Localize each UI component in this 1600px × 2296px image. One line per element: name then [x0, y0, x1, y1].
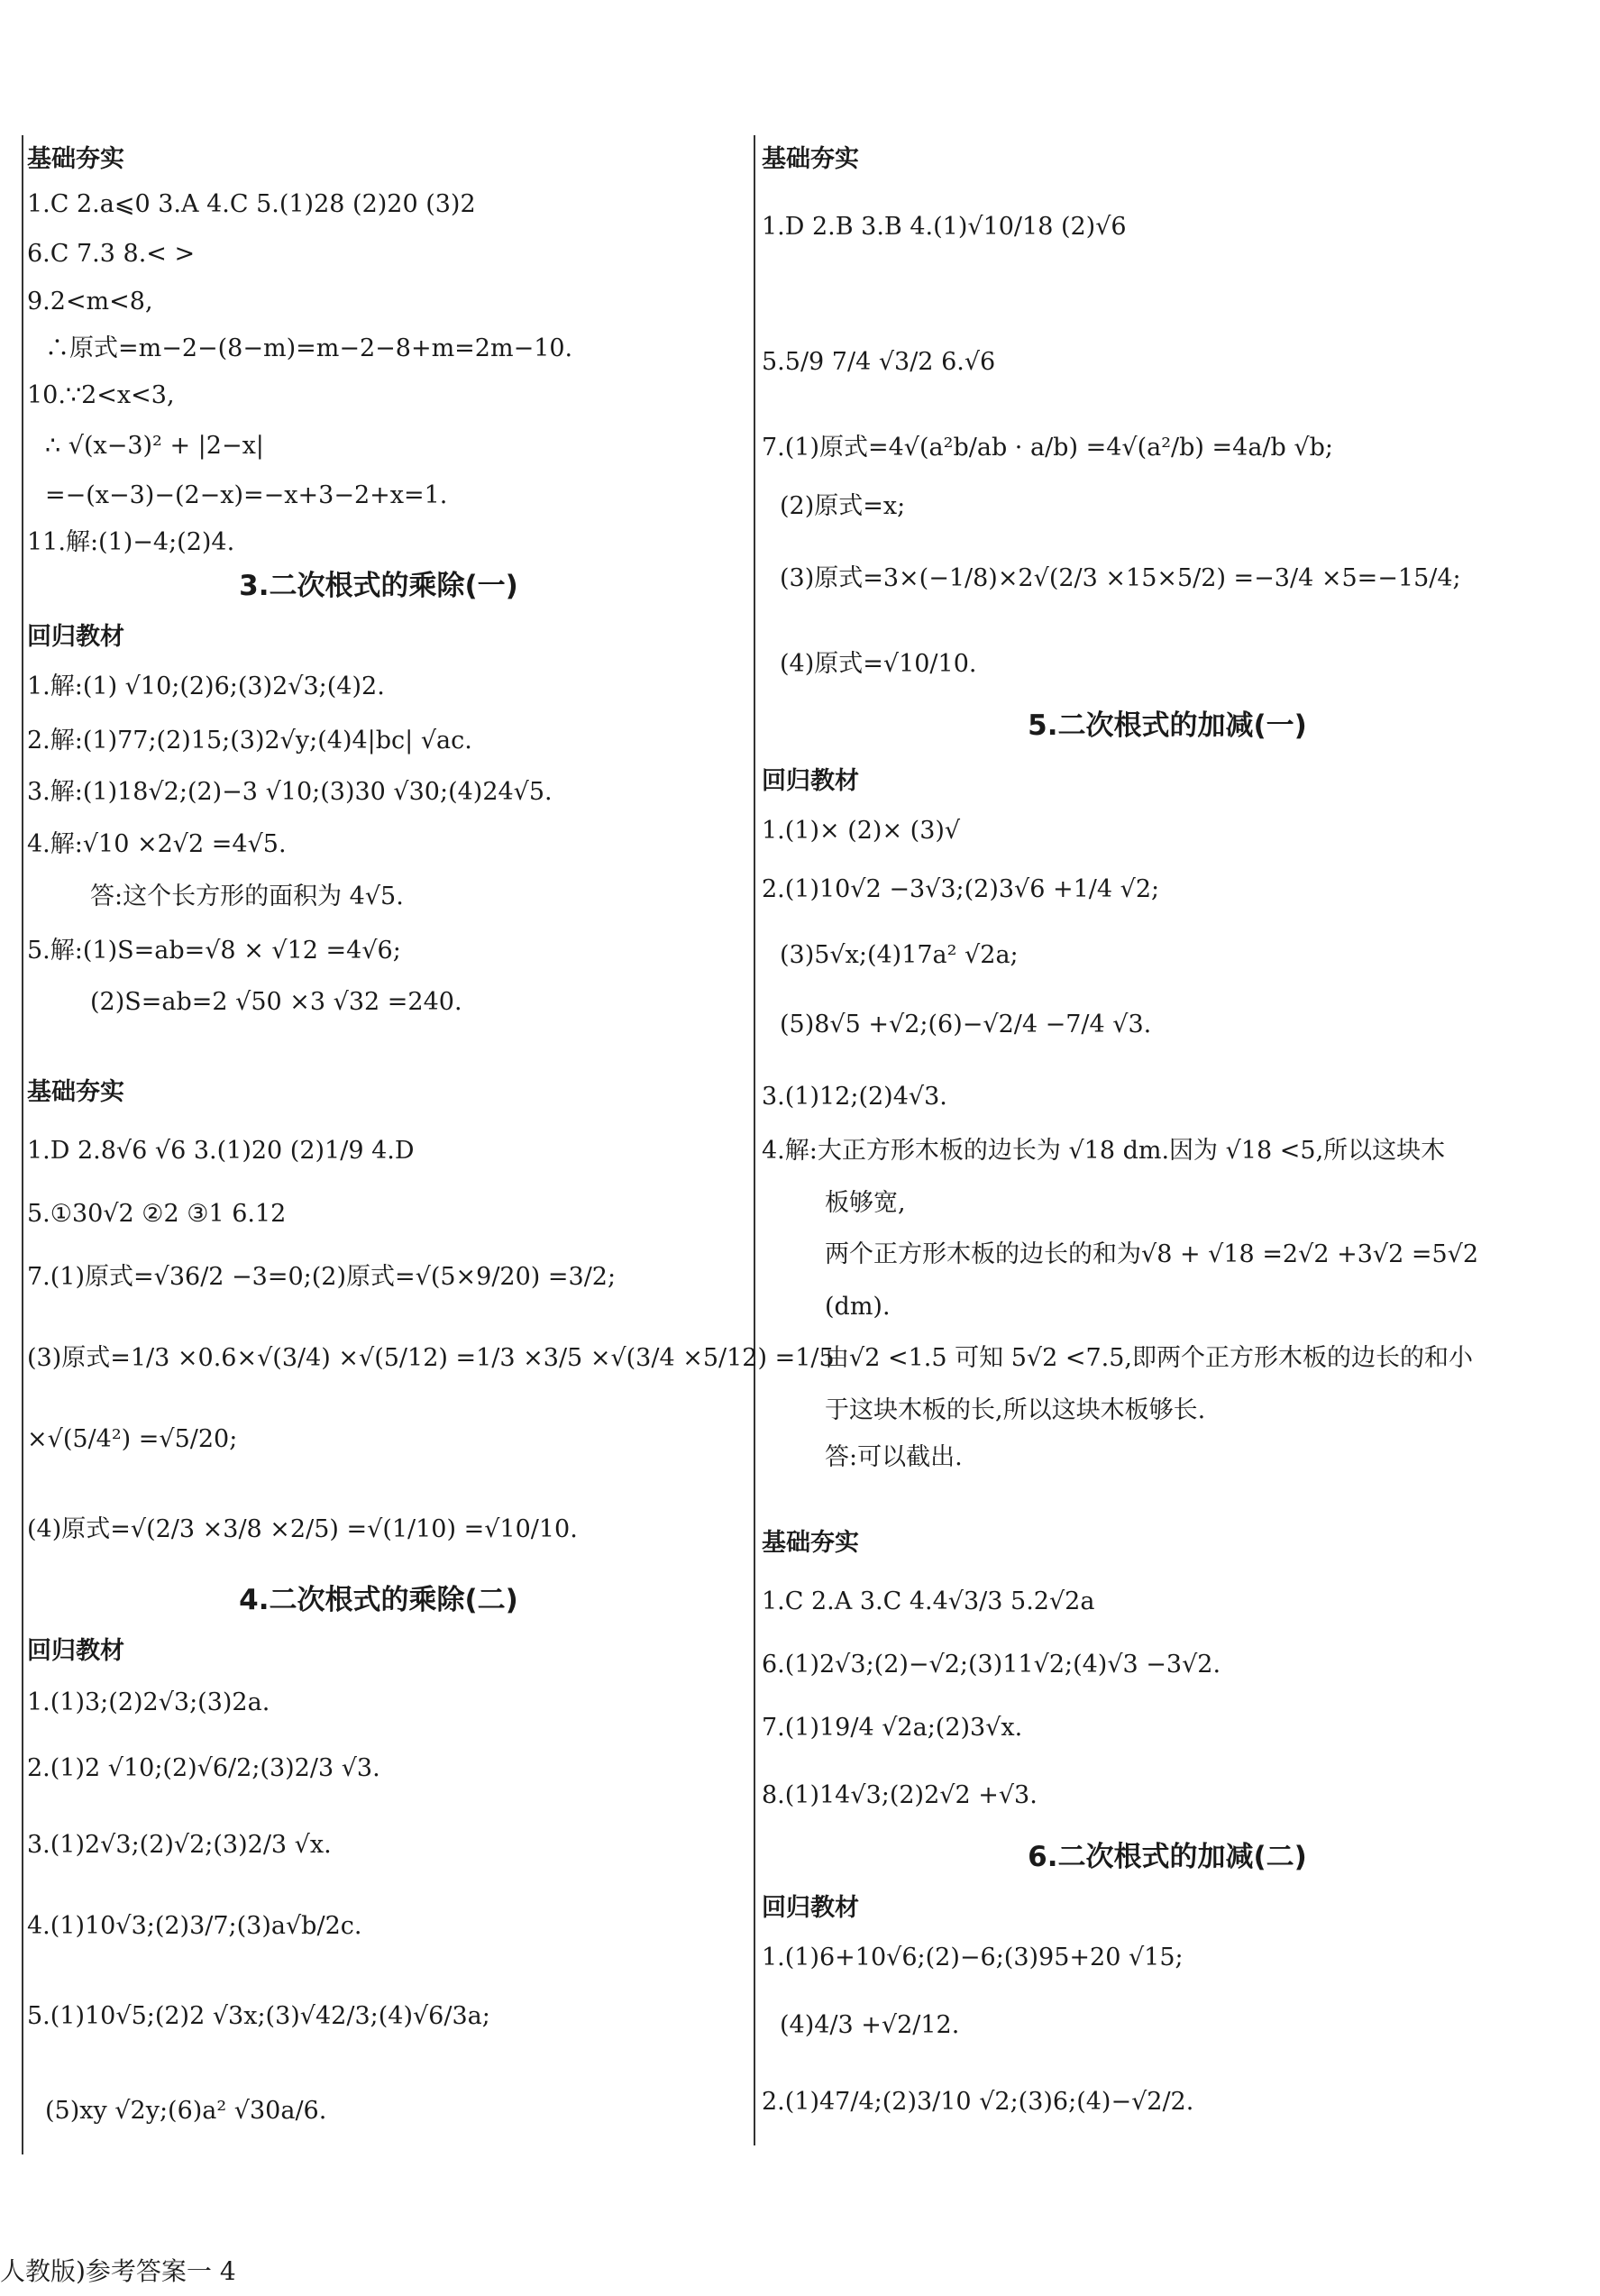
answer-line: (2)原式=x; — [780, 492, 906, 520]
answer-line: 8.(1)14√3;(2)2√2 +√3. — [762, 1781, 1038, 1809]
answer-line: (5)xy √2y;(6)a² √30a/6. — [45, 2097, 327, 2125]
answer-line: ∴原式=m−2−(8−m)=m−2−8+m=2m−10. — [45, 334, 573, 362]
section-title: 4.二次根式的乘除(二) — [239, 1584, 518, 1616]
answer-line: (5)8√5 +√2;(6)−√2/4 −7/4 √3. — [780, 1011, 1152, 1038]
answer-line: 4.解:√10 ×2√2 =4√5. — [27, 830, 287, 858]
section-title: 6.二次根式的加减(二) — [1028, 1841, 1307, 1873]
answer-line: (2)S=ab=2 √50 ×3 √32 =240. — [90, 988, 462, 1016]
answer-line: (dm). — [825, 1293, 891, 1321]
answer-line: (4)原式=√10/10. — [780, 650, 977, 678]
answer-line: (4)4/3 +√2/12. — [780, 2011, 960, 2039]
answer-line: 5.①30√2 ②2 ③1 6.12 — [27, 1200, 287, 1228]
answer-line: 板够宽, — [825, 1189, 906, 1217]
answer-line: 2.解:(1)77;(2)15;(3)2√y;(4)4|bc| √ac. — [27, 727, 472, 755]
answer-line: 2.(1)10√2 −3√3;(2)3√6 +1/4 √2; — [762, 875, 1160, 903]
answer-line: 5.5/9 7/4 √3/2 6.√6 — [762, 348, 996, 376]
answer-line: 4.解:大正方形木板的边长为 √18 dm.因为 √18 <5,所以这块木 — [762, 1137, 1446, 1165]
answer-line: 2.(1)2 √10;(2)√6/2;(3)2/3 √3. — [27, 1754, 380, 1782]
section-heading: 基础夯实 — [27, 145, 124, 173]
answer-line: 1.(1)× (2)× (3)√ — [762, 817, 961, 845]
section-heading: 基础夯实 — [762, 145, 859, 173]
answer-line: (3)5√x;(4)17a² √2a; — [780, 941, 1019, 969]
section-heading: 回归教材 — [762, 767, 859, 795]
answer-line: 1.D 2.8√6 √6 3.(1)20 (2)1/9 4.D — [27, 1137, 415, 1165]
section-heading: 回归教材 — [27, 1637, 124, 1665]
left-column-rule — [22, 135, 23, 2154]
section-heading: 基础夯实 — [762, 1529, 859, 1557]
answer-line: 1.解:(1) √10;(2)6;(3)2√3;(4)2. — [27, 672, 385, 700]
answer-line: 5.(1)10√5;(2)2 √3x;(3)√42/3;(4)√6/3a; — [27, 2002, 490, 2030]
answer-line: (3)原式=3×(−1/8)×2√(2/3 ×15×5/2) =−3/4 ×5=−15/4; — [780, 564, 1461, 592]
answer-line: 9.2<m<8, — [27, 288, 153, 316]
answer-line: 1.D 2.B 3.B 4.(1)√10/18 (2)√6 — [762, 213, 1127, 241]
section-heading: 基础夯实 — [27, 1078, 124, 1106]
answer-line: 3.(1)12;(2)4√3. — [762, 1083, 947, 1111]
answer-line: 答:这个长方形的面积为 4√5. — [90, 883, 404, 910]
answer-line: 1.C 2.A 3.C 4.4√3/3 5.2√2a — [762, 1587, 1095, 1615]
section-heading: 回归教材 — [762, 1894, 859, 1922]
answer-line: (3)原式=1/3 ×0.6×√(3/4) ×√(5/12) =1/3 ×3/5 ×√(3/4 ×5/12) =1/5 — [27, 1344, 835, 1372]
answer-line: 2.(1)47/4;(2)3/10 √2;(3)6;(4)−√2/2. — [762, 2088, 1194, 2116]
answer-line: 4.(1)10√3;(2)3/7;(3)a√b/2c. — [27, 1912, 362, 1940]
page-footer: 人教版)参考答案一 4 — [0, 2256, 236, 2286]
section-heading: 回归教材 — [27, 623, 124, 651]
column-divider — [754, 135, 755, 2145]
answer-line: 7.(1)19/4 √2a;(2)3√x. — [762, 1714, 1023, 1742]
answer-line: 由√2 <1.5 可知 5√2 <7.5,即两个正方形木板的边长的和小 — [825, 1344, 1473, 1372]
answer-line: 1.C 2.a⩽0 3.A 4.C 5.(1)28 (2)20 (3)2 — [27, 190, 476, 218]
section-title: 5.二次根式的加减(一) — [1028, 709, 1307, 742]
answer-line: 于这块木板的长,所以这块木板够长. — [825, 1396, 1206, 1424]
answer-line: 1.(1)3;(2)2√3;(3)2a. — [27, 1688, 270, 1716]
answer-line: 1.(1)6+10√6;(2)−6;(3)95+20 √15; — [762, 1944, 1184, 1971]
answer-line: 5.解:(1)S=ab=√8 × √12 =4√6; — [27, 937, 401, 965]
answer-line: 6.(1)2√3;(2)−√2;(3)11√2;(4)√3 −3√2. — [762, 1651, 1221, 1679]
section-title: 3.二次根式的乘除(一) — [239, 570, 518, 602]
answer-line: ×√(5/4²) =√5/20; — [27, 1425, 238, 1453]
answer-line: ∴ √(x−3)² + |2−x| — [45, 432, 264, 460]
answer-line: 答:可以截出. — [825, 1443, 963, 1471]
answer-line: 3.(1)2√3;(2)√2;(3)2/3 √x. — [27, 1831, 332, 1859]
answer-line: 10.∵2<x<3, — [27, 381, 175, 409]
answer-line: =−(x−3)−(2−x)=−x+3−2+x=1. — [45, 481, 448, 509]
answer-line: 7.(1)原式=4√(a²b/ab · a/b) =4√(a²/b) =4a/b √b; — [762, 434, 1333, 462]
answer-line: 7.(1)原式=√36/2 −3=0;(2)原式=√(5×9/20) =3/2; — [27, 1263, 617, 1291]
answer-line: 11.解:(1)−4;(2)4. — [27, 528, 235, 556]
answer-line: 3.解:(1)18√2;(2)−3 √10;(3)30 √30;(4)24√5. — [27, 778, 553, 806]
answer-line: (4)原式=√(2/3 ×3/8 ×2/5) =√(1/10) =√10/10. — [27, 1515, 578, 1543]
answer-line: 两个正方形木板的边长的和为√8 + √18 =2√2 +3√2 =5√2 — [825, 1240, 1479, 1268]
answer-line: 6.C 7.3 8.< > — [27, 240, 196, 268]
